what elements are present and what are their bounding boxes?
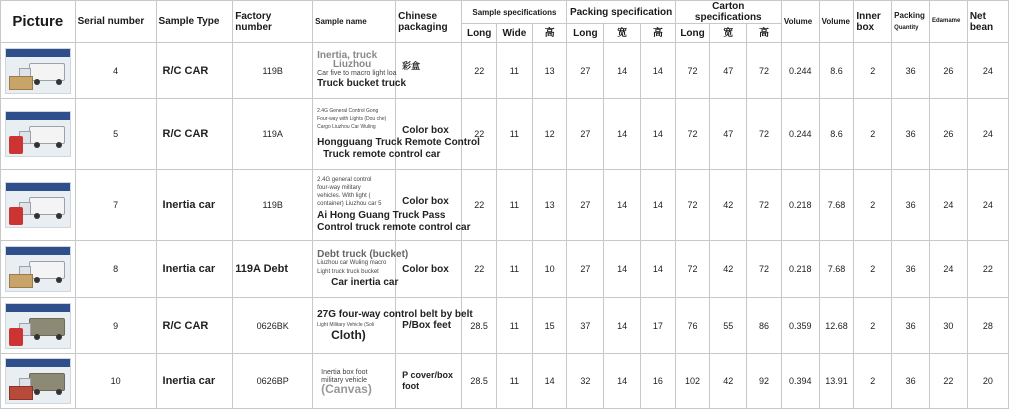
volume-2-cell: 8.6 [819, 99, 854, 170]
sample-name-line: container) Liuzhou car 5 [317, 201, 382, 207]
sample-name-line: Light Military Vehicle (Soli [317, 322, 375, 328]
packing-long-cell: 27 [567, 241, 604, 298]
sample-long-cell: 22 [462, 170, 497, 241]
product-picture [1, 298, 76, 354]
sample-high-cell: 10 [532, 241, 567, 298]
packing-long-cell: 32 [567, 354, 604, 409]
packing-qty-cell: 36 [892, 99, 930, 170]
header-factory: Factory number [233, 1, 313, 43]
packaging-cell: P cover/box foot [396, 354, 462, 409]
sample-name-line: 27G four-way control belt by belt [317, 309, 473, 320]
header-carton-spec: Carton specifications [675, 1, 781, 24]
sample-name-line: Truck bucket truck [317, 78, 407, 89]
volume-2-cell: 13.91 [819, 354, 854, 409]
sample-wide-cell: 11 [497, 298, 533, 354]
packaging-cell: Color box [396, 170, 462, 241]
sample-name-line: Truck remote control car [323, 149, 441, 160]
carton-long-cell: 76 [675, 298, 710, 354]
header-chinese-packaging: Chinese packaging [396, 1, 462, 43]
volume-1-cell: 0.218 [781, 170, 819, 241]
sample-name-cell [313, 241, 409, 298]
volume-1-cell: 0.394 [781, 354, 819, 409]
packing-qty-cell: 36 [892, 298, 930, 354]
sample-name-line: Cloth) [331, 328, 366, 342]
factory-number-cell: 119B [233, 170, 313, 241]
carton-wide-cell: 47 [710, 43, 747, 99]
packing-long-cell: 27 [567, 43, 604, 99]
sample-wide-cell: 11 [497, 170, 533, 241]
sample-name-line: Cargo Liuzhou Car Wuling [317, 124, 376, 130]
header-picture: Picture [1, 1, 76, 43]
truck-thumbnail [5, 246, 71, 292]
military-vehicle-thumbnail [5, 358, 71, 404]
sample-name-line: Debt truck (bucket) [317, 248, 409, 260]
carton-wide-cell: 55 [710, 298, 747, 354]
serial-cell: 7 [75, 170, 156, 241]
table-row [1, 298, 1009, 354]
factory-number-cell: 0626BP [233, 354, 313, 409]
carton-long-cell: 72 [675, 241, 710, 298]
sample-name-cell [313, 43, 407, 99]
carton-long-cell: 72 [675, 43, 710, 99]
sample-name-line: Inertia box foot [321, 369, 368, 376]
volume-2-cell: 12.68 [819, 298, 854, 354]
sample-type-cell: Inertia car [156, 241, 233, 298]
packing-wide-cell: 14 [604, 43, 641, 99]
header-carton-long: Long [675, 24, 710, 43]
packing-wide-cell: 14 [604, 241, 641, 298]
truck-thumbnail [5, 48, 71, 94]
carton-high-cell: 72 [747, 241, 782, 298]
factory-number-cell: 119A [233, 99, 313, 170]
truck-thumbnail [5, 182, 71, 228]
packing-qty-cell: 36 [892, 241, 930, 298]
carton-long-cell: 102 [675, 354, 710, 409]
sample-long-cell: 22 [462, 241, 497, 298]
packing-qty-cell: 36 [892, 43, 930, 99]
sample-wide-cell: 11 [497, 241, 533, 298]
sample-name-line: 2.4G general control [317, 177, 372, 183]
header-sample-high: 高 [532, 24, 567, 43]
sample-type-cell: R/C CAR [156, 298, 233, 354]
sample-name-line: Car five to macro light loa [317, 70, 397, 77]
serial-cell: 10 [75, 354, 156, 409]
product-picture [1, 99, 76, 170]
serial-cell: 8 [75, 241, 156, 298]
sample-name-line: Liuzhou car Wuling macro [317, 259, 387, 266]
packing-high-cell: 16 [641, 354, 676, 409]
sample-long-cell: 22 [462, 99, 497, 170]
header-carton-high: 高 [747, 24, 782, 43]
sample-name-line: four-way military [317, 185, 361, 191]
volume-1-cell: 0.359 [781, 298, 819, 354]
table-row [1, 241, 1009, 298]
header-packing-qty-line2: Quantity [894, 24, 919, 31]
volume-1-cell: 0.244 [781, 99, 819, 170]
factory-number-cell: 0626BK [233, 298, 313, 354]
volume-2-cell: 7.68 [819, 170, 854, 241]
sample-name-line: Car inertia car [331, 276, 399, 288]
net-bean-cell: 20 [967, 354, 1008, 409]
table-row [1, 43, 1009, 99]
sample-name-line: Liuzhou [332, 59, 372, 70]
header-sample-long: Long [462, 24, 497, 43]
packing-wide-cell: 14 [604, 354, 641, 409]
carton-wide-cell: 47 [710, 99, 747, 170]
packing-high-cell: 14 [641, 241, 676, 298]
volume-1-cell: 0.218 [781, 241, 819, 298]
serial-cell: 5 [75, 99, 156, 170]
sample-name-line: 2.4G General Control Gong [317, 108, 379, 114]
factory-number-cell: 119B [233, 43, 313, 99]
packaging-cell: Color box [396, 99, 462, 170]
sample-name-line: Control truck remote control car [317, 222, 471, 233]
product-picture [1, 354, 76, 409]
sample-name-line: Inertia, truck [317, 50, 378, 61]
sample-long-cell: 22 [462, 43, 497, 99]
packing-high-cell: 14 [641, 170, 676, 241]
packing-qty-cell: 36 [892, 354, 930, 409]
sample-wide-cell: 11 [497, 99, 533, 170]
packing-wide-cell: 14 [604, 170, 641, 241]
product-picture [1, 170, 76, 241]
carton-long-cell: 72 [675, 170, 710, 241]
header-packing-high: 高 [641, 24, 676, 43]
volume-1-cell: 0.244 [781, 43, 819, 99]
product-picture [1, 43, 76, 99]
header-volume-1: Volume [781, 1, 819, 43]
truck-thumbnail [5, 111, 71, 157]
carton-wide-cell: 42 [710, 241, 747, 298]
inner-box-cell: 2 [854, 241, 892, 298]
carton-wide-cell: 42 [710, 170, 747, 241]
header-carton-wide: 宽 [710, 24, 747, 43]
edamame-cell: 22 [930, 354, 968, 409]
packing-high-cell: 14 [641, 99, 676, 170]
inner-box-cell: 2 [854, 43, 892, 99]
packaging-cell: Color box [396, 241, 462, 298]
edamame-cell: 24 [930, 241, 968, 298]
net-bean-cell: 24 [967, 170, 1008, 241]
edamame-cell: 30 [930, 298, 968, 354]
header-packing-quantity [892, 1, 930, 43]
serial-cell: 9 [75, 298, 156, 354]
edamame-cell: 24 [930, 170, 968, 241]
sample-type-cell: R/C CAR [156, 99, 233, 170]
carton-high-cell: 86 [747, 298, 782, 354]
net-bean-cell: 28 [967, 298, 1008, 354]
packing-long-cell: 37 [567, 298, 604, 354]
sample-wide-cell: 11 [497, 43, 533, 99]
sample-high-cell: 15 [532, 298, 567, 354]
inner-box-cell: 2 [854, 298, 892, 354]
sample-name-line: Ai Hong Guang Truck Pass [317, 210, 446, 221]
carton-high-cell: 92 [747, 354, 782, 409]
header-sample-name: Sample name [313, 1, 396, 43]
product-picture [1, 241, 76, 298]
sample-long-cell: 28.5 [462, 354, 497, 409]
packing-qty-cell: 36 [892, 170, 930, 241]
header-sample-wide: Wide [497, 24, 533, 43]
header-edamame: Edamame [930, 1, 968, 43]
sample-high-cell: 12 [532, 99, 567, 170]
volume-2-cell: 7.68 [819, 241, 854, 298]
packing-wide-cell: 14 [604, 298, 641, 354]
serial-cell: 4 [75, 43, 156, 99]
military-vehicle-thumbnail [5, 303, 71, 349]
sample-name-line: Light truck truck bucket [317, 268, 379, 275]
inner-box-cell: 2 [854, 170, 892, 241]
sample-long-cell: 28.5 [462, 298, 497, 354]
sample-type-cell: R/C CAR [156, 43, 233, 99]
header-packing-qty-line1: Packing [894, 10, 925, 20]
volume-2-cell: 8.6 [819, 43, 854, 99]
sample-name-line: (Canvas) [321, 382, 372, 396]
packing-long-cell: 27 [567, 170, 604, 241]
table-row [1, 170, 1009, 241]
sample-type-cell: Inertia car [156, 354, 233, 409]
sample-name-line: Hongguang Truck Remote Control [317, 137, 480, 148]
sample-name-line: military vehicle [321, 377, 368, 384]
table-row [1, 99, 1009, 170]
packaging-cell: P/Box feet [396, 298, 462, 354]
carton-long-cell: 72 [675, 99, 710, 170]
carton-high-cell: 72 [747, 170, 782, 241]
header-packing-long: Long [567, 24, 604, 43]
sample-high-cell: 13 [532, 43, 567, 99]
header-packing-wide: 宽 [604, 24, 641, 43]
header-sample-type: Sample Type [156, 1, 233, 43]
net-bean-cell: 24 [967, 43, 1008, 99]
carton-high-cell: 72 [747, 43, 782, 99]
net-bean-cell: 24 [967, 99, 1008, 170]
header-row-1 [1, 1, 1009, 24]
inner-box-cell: 2 [854, 354, 892, 409]
packing-wide-cell: 14 [604, 99, 641, 170]
edamame-cell: 26 [930, 43, 968, 99]
packing-long-cell: 27 [567, 99, 604, 170]
header-net-bean: Net bean [967, 1, 1008, 43]
packing-high-cell: 14 [641, 43, 676, 99]
packing-high-cell: 17 [641, 298, 676, 354]
sample-type-cell: Inertia car [156, 170, 233, 241]
sample-name-line: Four-way with Lights (Dou che) [317, 116, 387, 122]
edamame-cell: 26 [930, 99, 968, 170]
sample-wide-cell: 11 [497, 354, 533, 409]
inner-box-cell: 2 [854, 99, 892, 170]
sample-high-cell: 14 [532, 354, 567, 409]
header-sample-spec: Sample specifications [462, 1, 567, 24]
sample-name-cell [313, 354, 396, 409]
table-row [1, 354, 1009, 409]
carton-wide-cell: 42 [710, 354, 747, 409]
sample-high-cell: 13 [532, 170, 567, 241]
header-inner-box: Inner box [854, 1, 892, 43]
net-bean-cell: 22 [967, 241, 1008, 298]
header-serial: Serial number [75, 1, 156, 43]
factory-number-cell: 119A Debt [233, 241, 313, 298]
header-volume-2: Volume [819, 1, 854, 43]
packaging-cell: 彩盒 [396, 43, 462, 99]
sample-name-line: vehicles. With light ( [317, 193, 371, 199]
carton-high-cell: 72 [747, 99, 782, 170]
header-packing-spec: Packing specification [567, 1, 675, 24]
